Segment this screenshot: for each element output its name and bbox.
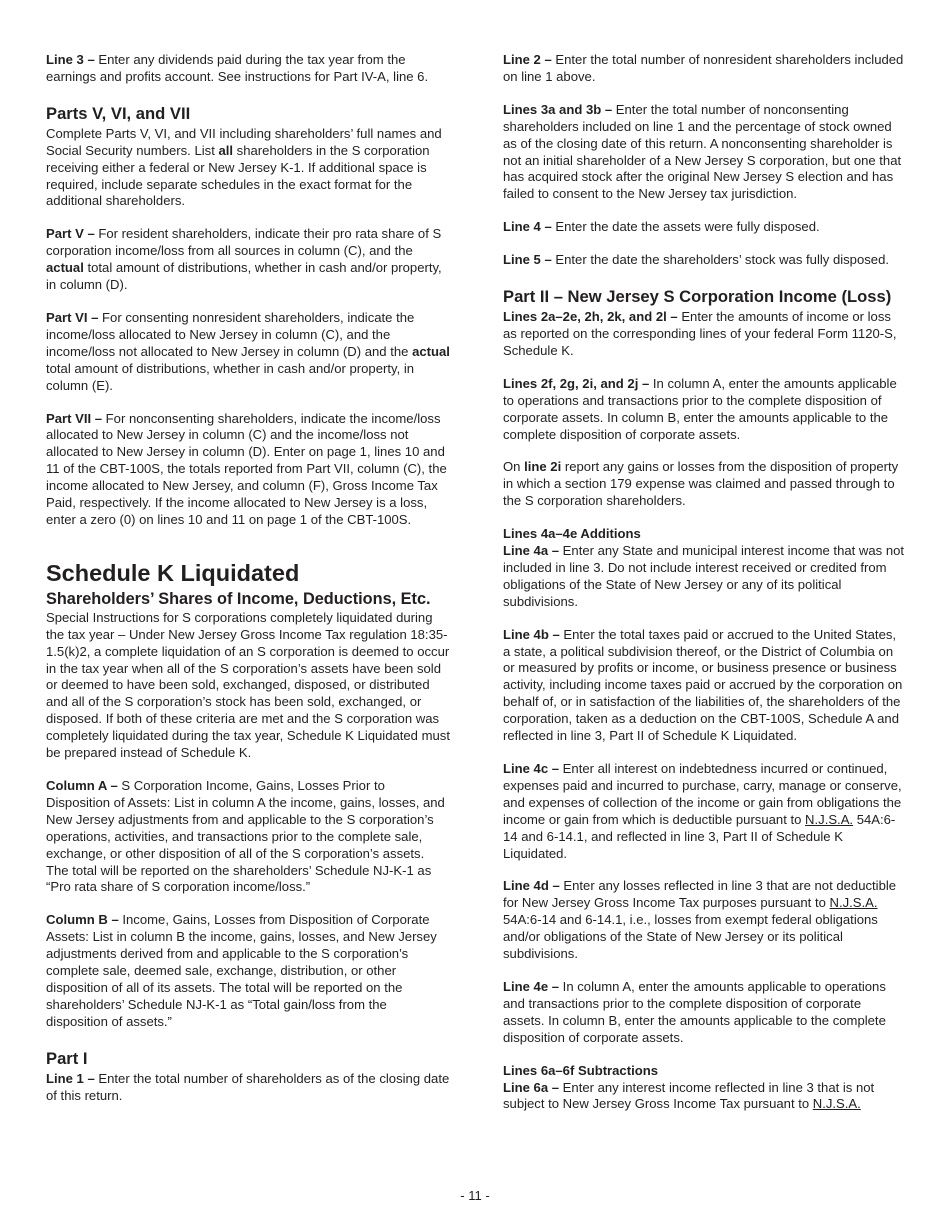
line-4a-paragraph: Line 4a – Enter any State and municipal interest income that was not included in line 3. Do not include interest received or credited from obligations of the State of New Jersey or any of its political subdivisions. bbox=[503, 543, 905, 609]
special-instructions-paragraph: Special Instructions for S corporations completely liquidated during the tax year – Under New Jersey Gross Income Tax regulation 18:35-1.5(k)2, a complete liquidation of an S corporation is deemed to occur in the tax year when all of the S corporation’s assets have been sold or deemed to have been sold, exchanged, disposed, or distributed and all of the S corporation’s stock has been sold, exchanged, or disposed. If both of these criteria are met and the S corporation was completely liquidated during the tax year, Schedule K Liquidated must be prepared instead of Schedule K. bbox=[46, 609, 450, 761]
schedule-k-liquidated-heading: Schedule K Liquidated bbox=[46, 559, 300, 586]
line1-paragraph: Line 1 – Enter the total number of shareholders as of the closing date of this return. bbox=[46, 1070, 450, 1103]
subtractions-heading: Lines 6a–6f Subtractions bbox=[503, 1062, 658, 1078]
line-4b-paragraph: Line 4b – Enter the total taxes paid or accrued to the United States, a state, a political subdivision thereof, or the District of Columbia on or measured by profits or income, or business presence or business activity, including income taxes paid or accrued by the corporation on behalf of, or in satisfaction of the liabilities of, the shareholders of the corporation, taken as a deduction on the CBT-100S, Schedule A and reflected in line 3, Part II of Schedule K Liquidated. bbox=[503, 626, 903, 744]
parts-paragraph: Complete Parts V, VI, and VII including shareholders’ full names and Social Security numbers. List all shareholders in the S corporation receiving either a federal or New Jersey K-1. If additional space is required, include separate schedules in the exact format for the additional shareholders. bbox=[46, 125, 442, 209]
njsa-citation: N.J.S.A. bbox=[812, 1096, 861, 1112]
lines-3a-3b-paragraph: Lines 3a and 3b – Enter the total number of nonconsenting shareholders included on line 1 and the percentage of stock owned as of the closing date of this return. A nonconsenting shareholder is not an initial shareholder of a New Jersey S corporation, but one that has acquired stock after the original New Jersey S election and has failed to consent to the New Jersey tax jurisdiction. bbox=[503, 101, 902, 202]
right-column bbox=[503, 52, 905, 1129]
column-b-paragraph: Column B – Income, Gains, Losses from Disposition of Corporate Assets: List in column B the income, gains, losses, and New Jersey adjustments derived from and applicable to the S corporation’s complete sale, deemed sale, exchange, distribution, or other disposition of all of its assets. The total will be reported on the shareholders’ Schedule NJ-K-1 as “Total gain/loss from the disposition of assets.” bbox=[46, 912, 437, 1029]
part-vii-paragraph: Part VII – For nonconsenting shareholders, indicate the income/loss allocated to New Jersey in column (C) and the income/loss not allocated to New Jersey in column (D). Enter on page 1, lines 10 and 11 of the CBT-100S, the totals reported from Part VII, column (C), the income allocated to New Jersey, and column (F), Gross Income Tax Paid, respectively. If the income allocated to New Jersey is a loss, enter a zero (0) on lines 10 and 11 on page 1 of the CBT-100S. bbox=[46, 410, 447, 527]
line5-paragraph: Line 5 – Enter the date the shareholders’ stock was fully disposed. bbox=[503, 252, 889, 268]
line2-paragraph: Line 2 – Enter the total number of nonresident shareholders included on line 1 above. bbox=[503, 52, 904, 84]
line3-paragraph: Line 3 – Enter any dividends paid during the tax year from the earnings and profits account. See instructions for Part IV-A, line 6. bbox=[46, 52, 429, 84]
left-column bbox=[46, 52, 450, 1121]
shareholders-shares-subheading: Shareholders’ Shares of Income, Deductions, Etc. bbox=[46, 589, 431, 608]
line-2i-paragraph: On line 2i report any gains or losses from the disposition of property in which a section 179 expense was claimed and passed through to the S corporation shareholders. bbox=[503, 459, 899, 509]
part-i-heading: Part I bbox=[46, 1048, 88, 1068]
part-v-paragraph: Part V – For resident shareholders, indicate their pro rata share of S corporation income/loss from all sources in column (C), and the actual total amount of distributions, whether in cash and/or property, in column (D). bbox=[46, 226, 442, 293]
line-4d-paragraph: Line 4d – Enter any losses reflected in line 3 that are not deductible for New Jersey Gross Income Tax purposes pursuant to N.J.S.A. 54A:6-14 and 6-14.1, i.e., losses from exempt federal obligations and/or obligations of the State of New Jersey or its political subdivisions. bbox=[503, 878, 897, 962]
line-4c-paragraph: Line 4c – Enter all interest on indebtedness incurred or continued, expenses paid and incurred to purchase, carry, manage or conserve, and expenses of collection of the income or gain from obligations the income or gain from which is deductible pursuant to N.J.S.A. 54A:6-14 and 6-14.1, and reflected in line 3, Part II of Schedule K Liquidated. bbox=[503, 761, 902, 861]
line4-paragraph: Line 4 – Enter the date the assets were fully disposed. bbox=[503, 219, 820, 235]
parts-v-vi-vii-heading: Parts V, VI, and VII bbox=[46, 103, 191, 123]
lines-2f-2j-paragraph: Lines 2f, 2g, 2i, and 2j – In column A, enter the amounts applicable to operations and transactions prior to the complete disposition of corporate assets. In column B, enter the amounts applicable to the complete disposition of corporate assets. bbox=[503, 375, 897, 442]
njsa-citation: N.J.S.A. bbox=[829, 895, 878, 911]
column-a-paragraph: Column A – S Corporation Income, Gains, Losses Prior to Disposition of Assets: List in column A the income, gains, losses, and New Jersey adjustments from and applicable to the S corporation’s operations, activities, and transactions prior to the complete sale, exchange, or other disposition of all of the S corporation’s assets. The total will be reported on the shareholders’ Schedule NJ-K-1 as “Pro rata share of S corporation income/loss.” bbox=[46, 778, 445, 895]
additions-heading: Lines 4a–4e Additions bbox=[503, 526, 641, 542]
line-4e-paragraph: Line 4e – In column A, enter the amounts applicable to operations and transactions prior to the complete disposition of corporate assets. In column B, enter the amounts applicable to the complete disposition of corporate assets. bbox=[503, 978, 886, 1045]
line-6a-paragraph: Line 6a – Enter any interest income reflected in line 3 that is not subject to New Jersey Gross Income Tax pursuant to N.J.S.A. bbox=[503, 1079, 875, 1112]
part-ii-heading: Part II – New Jersey S Corporation Income (Loss) bbox=[503, 287, 892, 307]
lines-2a-2e-paragraph: Lines 2a–2e, 2h, 2k, and 2l – Enter the amounts of income or loss as reported on the corresponding lines of your federal Form 1120-S, Schedule K. bbox=[503, 309, 897, 358]
njsa-citation: N.J.S.A. bbox=[805, 811, 854, 827]
page-number: - 11 - bbox=[460, 1188, 490, 1203]
part-vi-paragraph: Part VI – For consenting nonresident shareholders, indicate the income/loss allocated to New Jersey in column (C), and the income/loss not allocated to New Jersey in column (D) and the actual total amount of distributions, whether in cash and/or property, in column (E). bbox=[46, 309, 450, 393]
